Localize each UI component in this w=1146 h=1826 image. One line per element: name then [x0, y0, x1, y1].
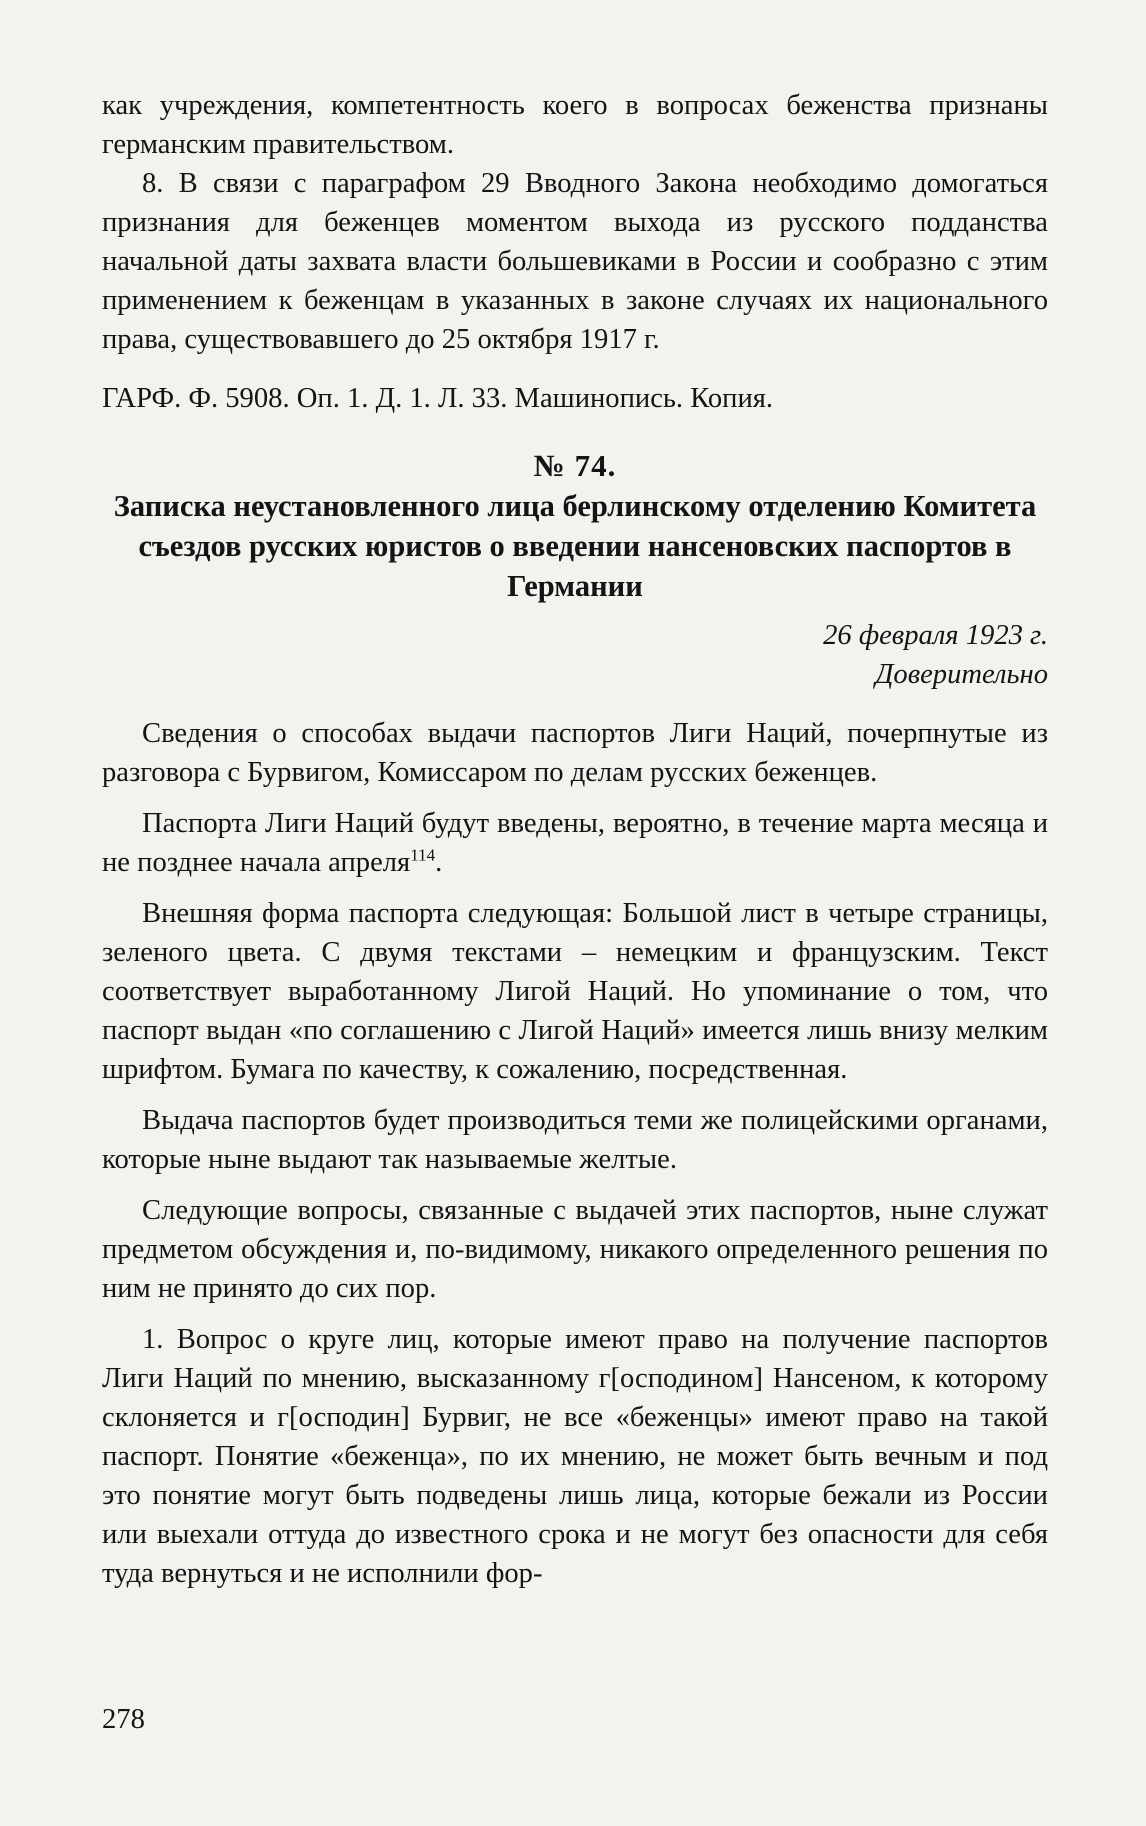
body-paragraph-1: Сведения о способах выдачи паспортов Лиги Наций, почерпнутые из разговора с Бурвигом, Комиссаром по делам русских беженцев. — [102, 718, 1048, 788]
archival-reference: ГАРФ. Ф. 5908. Оп. 1. Д. 1. Л. 33. Машинопись. Копия. — [102, 383, 774, 414]
continuation-paragraph: как учреждения, компетентность коего в вопросах беженства признаны германским правительством. — [102, 90, 1048, 160]
body-paragraph-6: 1. Вопрос о круге лиц, которые имеют право на получение паспортов Лиги Наций по мнению, высказанному г[осподином] Нансеном, к которому склоняется и г[осподин] Бурвиг, не все «беженцы» имеют право на такой паспорт. Понятие «беженца», по их мнению, не может быть вечным и под это понятие могут быть подведены лишь лица, которые бежали из России или выехали оттуда до известного срока и не могут без опасности для себя туда вернуться и не исполнили фор- — [102, 1324, 1048, 1589]
body-paragraph-2-text: Паспорта Лиги Наций будут введены, вероятно, в течение марта месяца и не позднее начала апреля — [102, 808, 1048, 878]
footnote-marker: 114 — [410, 845, 436, 865]
document-title: Записка неустановленного лица берлинскому отделению Комитета съездов русских юристов о введении нансеновских паспортов в Германии — [113, 489, 1037, 603]
document-number: № 74. — [533, 448, 617, 483]
body-paragraph-2 — [102, 804, 1048, 882]
page-text — [102, 86, 1048, 1593]
item-8-paragraph: 8. В связи с параграфом 29 Вводного Закона необходимо домогаться признания для беженцев моментом выхода из русского подданства начальной даты захвата власти большевиками в России и сообразно с этим применением к беженцам в указанных в законе случаях их национального права, существовавшего до 25 октября 1917 г. — [102, 168, 1048, 355]
document-date: 26 февраля 1923 г. — [823, 620, 1048, 651]
body-paragraph-3: Внешняя форма паспорта следующая: Большой лист в четыре страницы, зеленого цвета. С двумя текстами – немецким и французским. Текст соответствует выработанному Лигой Наций. Но упоминание о том, что паспорт выдан «по соглашению с Лигой Наций» имеется лишь внизу мелким шрифтом. Бумага по качеству, к сожалению, посредственная. — [102, 898, 1048, 1085]
page-number: 278 — [102, 1704, 145, 1735]
body-paragraph-4: Выдача паспортов будет производиться теми же полицейскими органами, которые ныне выдают так называемые желтые. — [102, 1105, 1048, 1175]
body-paragraph-5: Следующие вопросы, связанные с выдачей этих паспортов, ныне служат предметом обсуждения и, по-видимому, никакого определенного решения по ним не принято до сих пор. — [102, 1195, 1048, 1304]
body-paragraph-2-end: . — [435, 847, 443, 878]
confidential-label: Доверительно — [875, 659, 1048, 690]
